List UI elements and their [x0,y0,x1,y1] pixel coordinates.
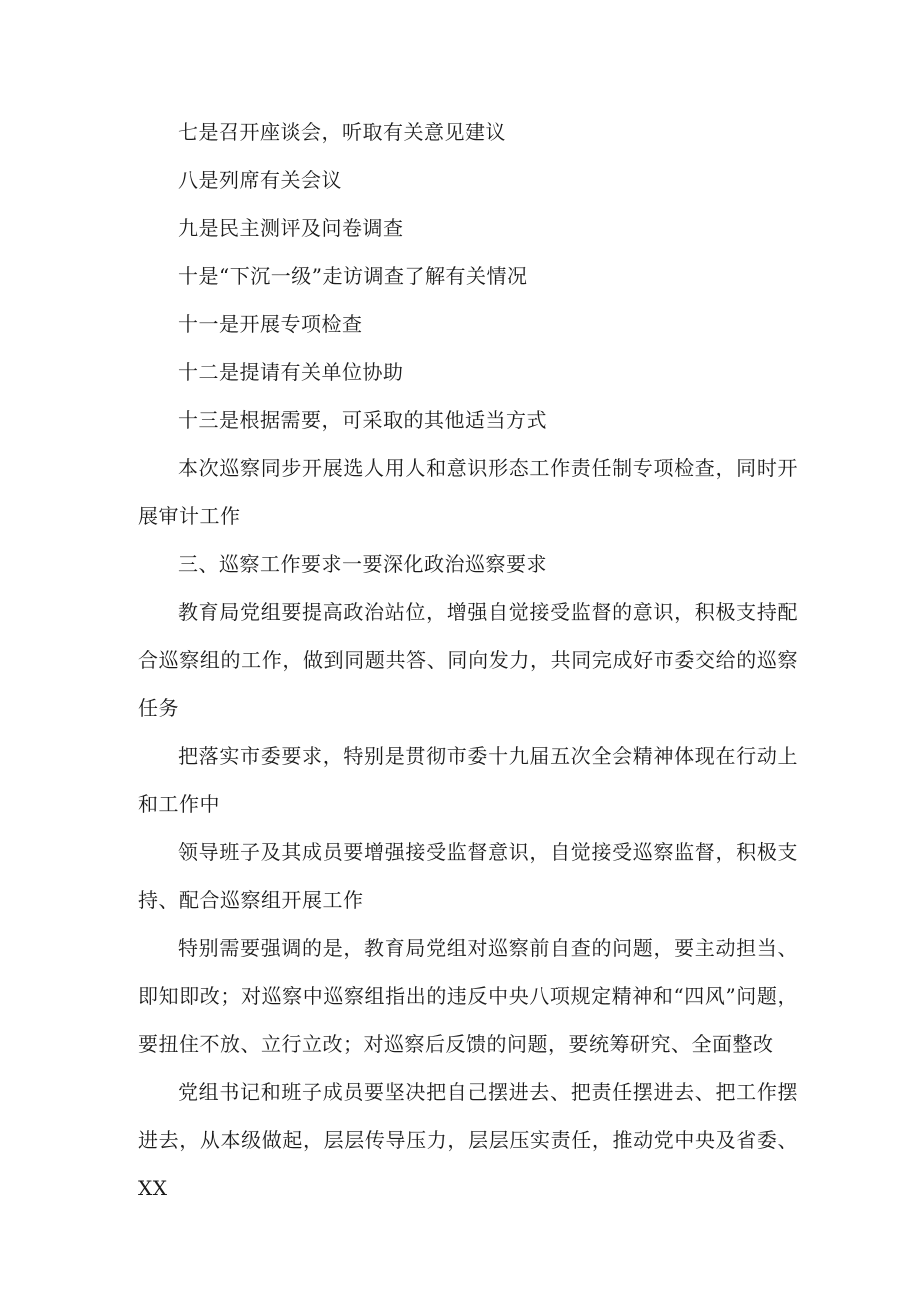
paragraph-political-stance: 教育局党组要提高政治站位，增强自觉接受监督的意识，积极支持配合巡察组的工作，做到同题共答、同向发力，共同完成好市委交给的巡察任务 [138,600,798,720]
section-heading-requirements: 三、巡察工作要求一要深化政治巡察要求 [178,552,547,576]
paragraph-12: 十二是提请有关单位协助 [178,360,404,384]
paragraph-emphasis: 特别需要强调的是，教育局党组对巡察前自查的问题，要主动担当、即知即改；对巡察中巡察组指出的违反中央八项规定精神和“四风”问题，要扭住不放、立行立改；对巡察后反馈的问题，要统筹研究、全面整改 [138,936,798,1056]
paragraph-7: 七是召开座谈会，听取有关意见建议 [178,120,506,144]
paragraph-13: 十三是根据需要，可采取的其他适当方式 [178,408,547,432]
paragraph-audit: 本次巡察同步开展选人用人和意识形态工作责任制专项检查，同时开展审计工作 [138,456,798,528]
paragraph-11: 十一是开展专项检查 [178,312,363,336]
paragraph-leadership-supervision: 领导班子及其成员要增强接受监督意识，自觉接受巡察监督，积极支持、配合巡察组开展工作 [138,840,798,912]
paragraph-10: 十是“下沉一级”走访调查了解有关情况 [178,264,528,288]
paragraph-9: 九是民主测评及问卷调查 [178,216,404,240]
paragraph-8: 八是列席有关会议 [178,168,342,192]
document-body [138,108,798,1212]
paragraph-implement-requirements: 把落实市委要求，特别是贯彻市委十九届五次全会精神体现在行动上和工作中 [138,744,798,816]
paragraph-party-secretary: 党组书记和班子成员要坚决把自己摆进去、把责任摆进去、把工作摆进去，从本级做起，层层传导压力，层层压实责任，推动党中央及省委、XX [138,1080,798,1200]
